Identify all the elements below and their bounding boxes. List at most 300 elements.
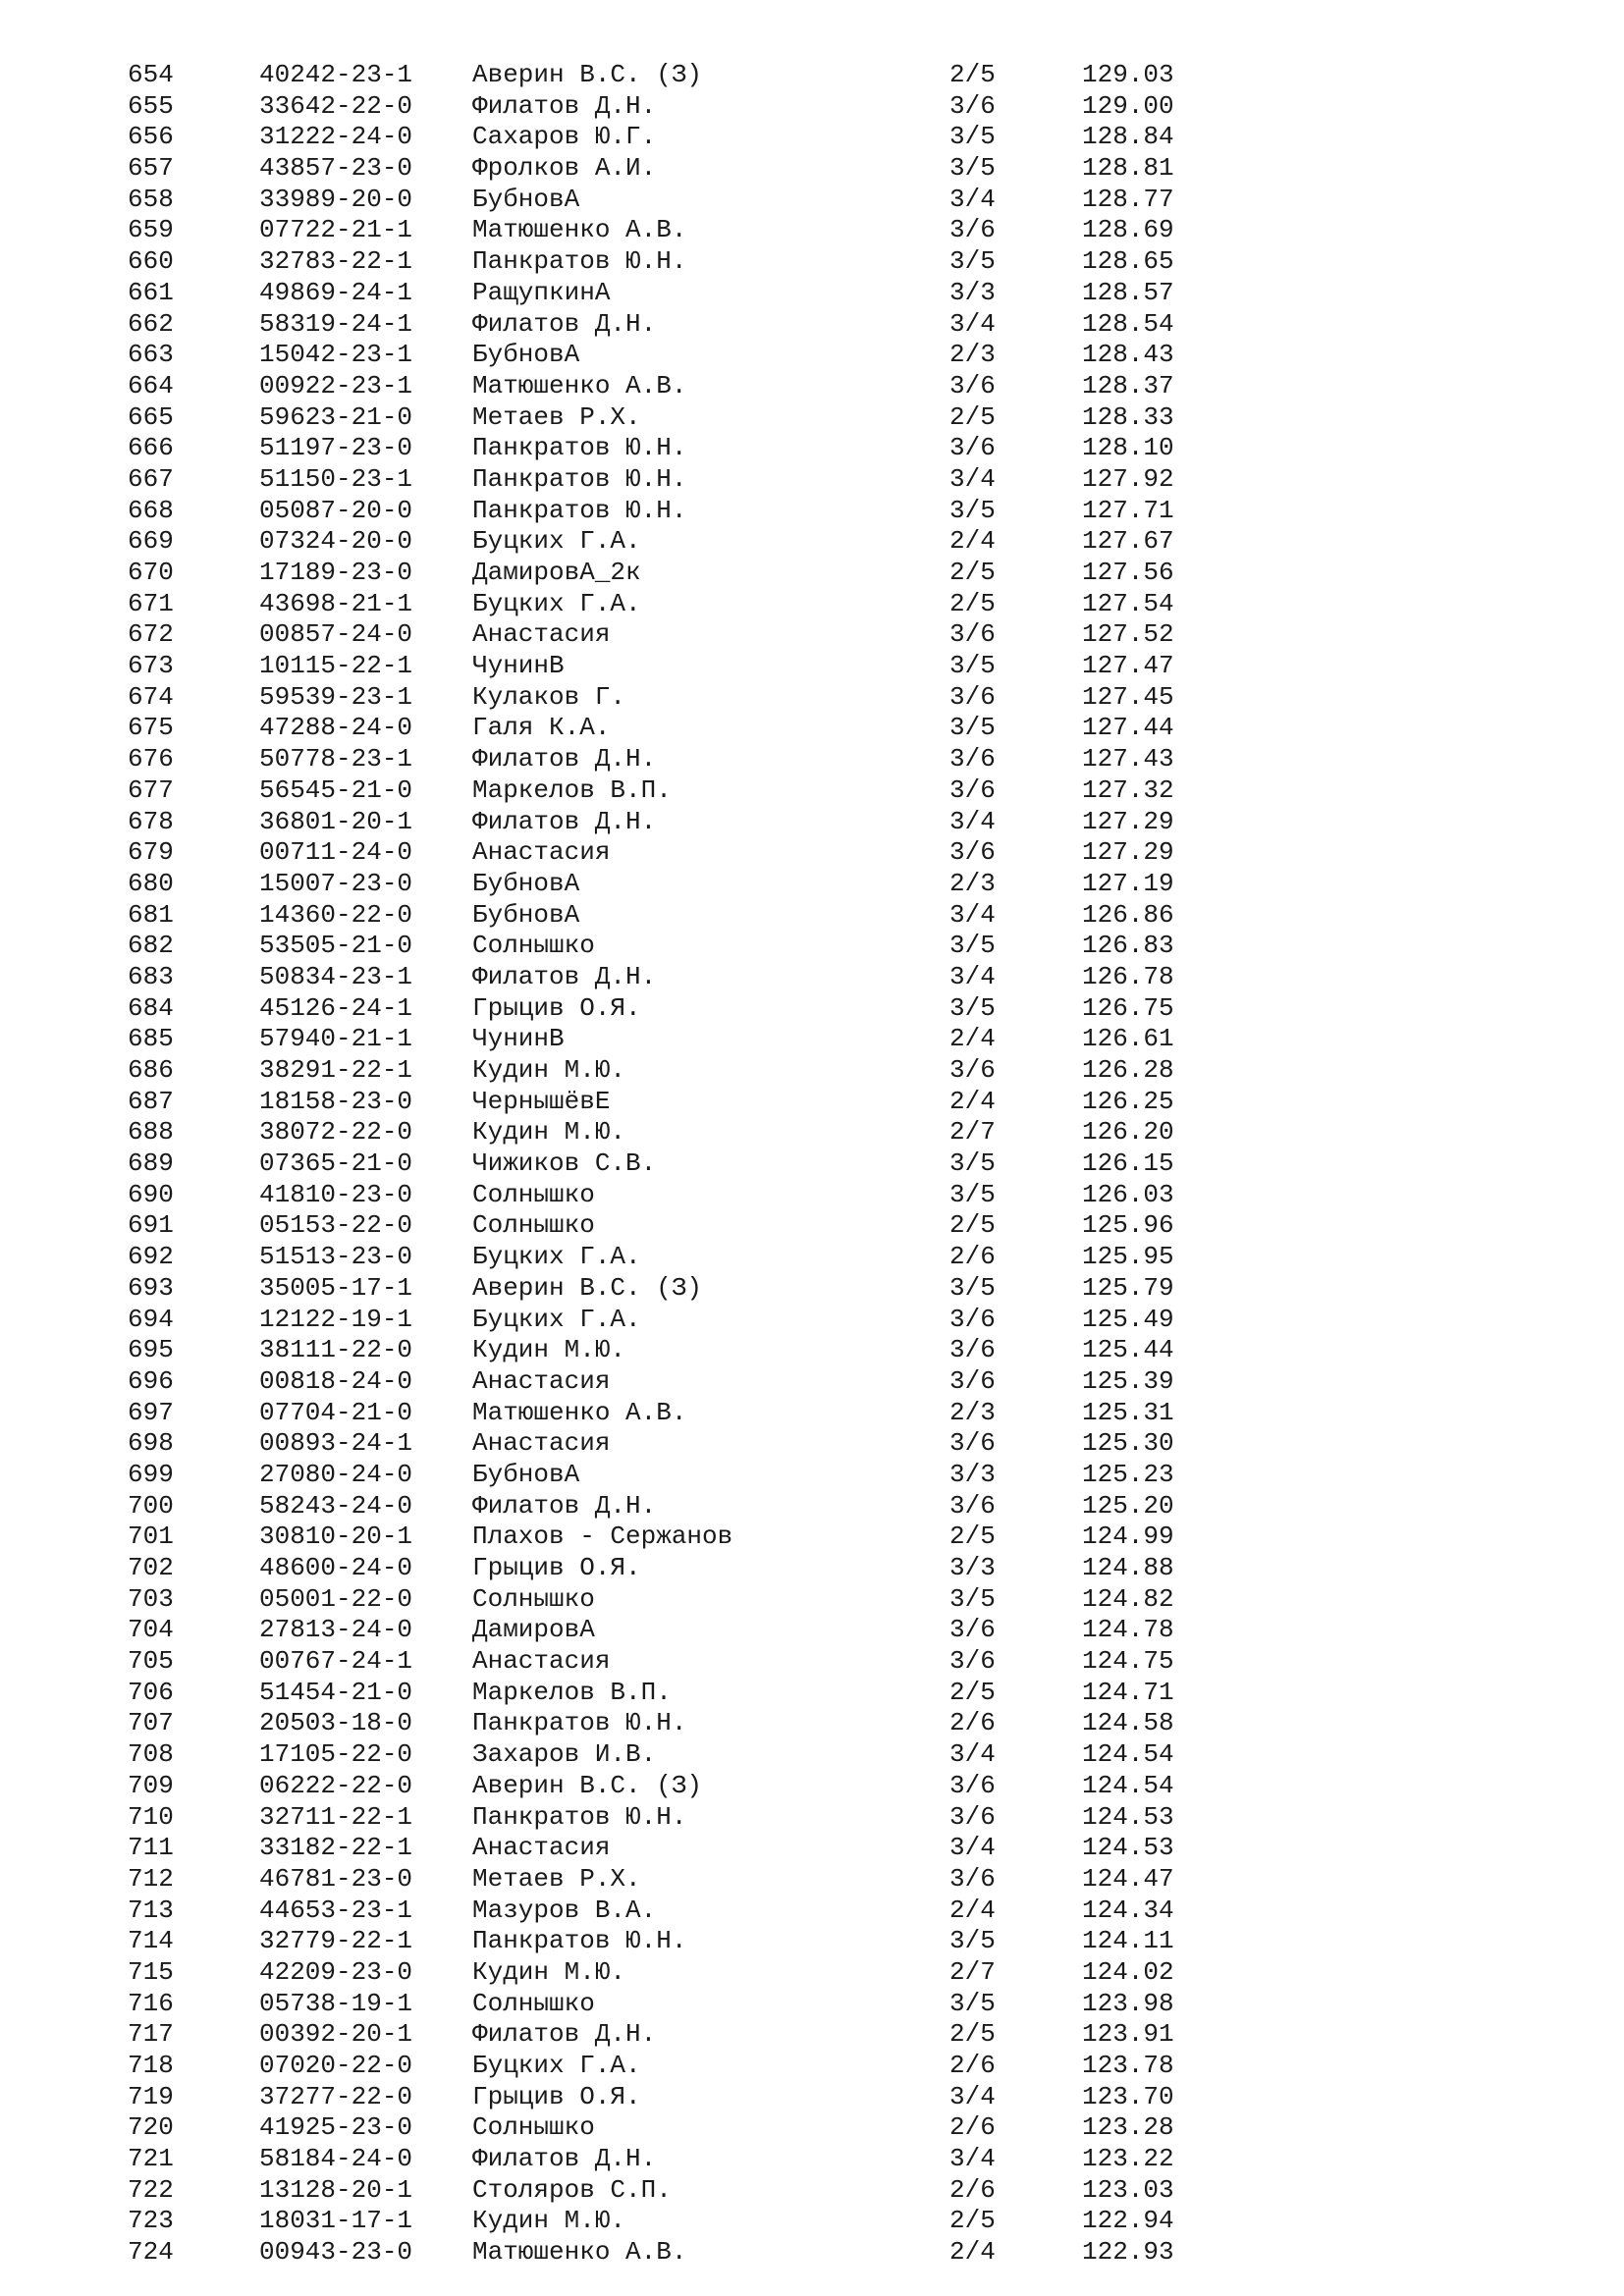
id-cell: 06222-22-0: [259, 1770, 413, 1800]
score-cell: 125.95: [1082, 1242, 1174, 1272]
table-row: [0, 1273, 1624, 1305]
id-cell: 17189-23-0: [259, 558, 413, 587]
score-cell: 128.43: [1082, 340, 1174, 370]
name-cell: БубновА: [472, 340, 580, 370]
table-row: [0, 837, 1624, 869]
name-cell: Анастасия: [472, 1833, 611, 1863]
table-row: [0, 1148, 1624, 1180]
table-row: [0, 496, 1624, 527]
table-row: [0, 744, 1624, 775]
ratio-cell: 3/3: [949, 1553, 996, 1582]
name-cell: Чижиков С.В.: [472, 1148, 657, 1179]
id-cell: 00893-24-1: [259, 1428, 413, 1459]
name-cell: Анастасия: [472, 1365, 611, 1396]
rank-cell: 681: [128, 899, 174, 930]
name-cell: Метаев Р.Х.: [472, 1863, 641, 1894]
rank-cell: 711: [128, 1833, 174, 1863]
rank-cell: 696: [128, 1365, 174, 1396]
rank-cell: 708: [128, 1739, 174, 1770]
rank-cell: 688: [128, 1117, 174, 1148]
ratio-cell: 2/3: [949, 1397, 996, 1427]
name-cell: Солнышко: [472, 931, 595, 961]
id-cell: 58243-24-0: [259, 1490, 413, 1521]
score-cell: 124.34: [1082, 1895, 1174, 1925]
ratio-cell: 3/6: [949, 774, 996, 805]
name-cell: Филатов Д.Н.: [472, 744, 657, 774]
rank-cell: 710: [128, 1801, 174, 1832]
score-cell: 126.25: [1082, 1086, 1174, 1116]
ratio-cell: 2/6: [949, 1242, 996, 1272]
ratio-cell: 3/6: [949, 215, 996, 245]
table-row: [0, 278, 1624, 309]
name-cell: ЧунинВ: [472, 651, 565, 681]
id-cell: 42209-23-0: [259, 1956, 413, 1987]
ratio-cell: 2/4: [949, 526, 996, 557]
ratio-cell: 3/6: [949, 90, 996, 121]
score-cell: 124.47: [1082, 1863, 1174, 1894]
name-cell: Галя К.А.: [472, 713, 611, 743]
name-cell: Аверин В.С. (З): [472, 1770, 703, 1800]
id-cell: 15007-23-0: [259, 868, 413, 898]
id-cell: 05153-22-0: [259, 1210, 413, 1241]
rank-cell: 721: [128, 2144, 174, 2174]
ratio-cell: 3/4: [949, 184, 996, 214]
rank-cell: 709: [128, 1770, 174, 1800]
id-cell: 41925-23-0: [259, 2112, 413, 2143]
ratio-cell: 3/5: [949, 1583, 996, 1614]
rank-cell: 717: [128, 2019, 174, 2050]
id-cell: 50778-23-1: [259, 744, 413, 774]
name-cell: Буцких Г.А.: [472, 1304, 641, 1334]
id-cell: 27813-24-0: [259, 1615, 413, 1645]
id-cell: 50834-23-1: [259, 961, 413, 991]
rank-cell: 695: [128, 1335, 174, 1365]
id-cell: 14360-22-0: [259, 899, 413, 930]
table-row: [0, 153, 1624, 185]
rank-cell: 705: [128, 1646, 174, 1677]
rank-cell: 664: [128, 370, 174, 400]
rank-cell: 660: [128, 246, 174, 277]
rank-cell: 703: [128, 1583, 174, 1614]
rank-cell: 673: [128, 651, 174, 681]
name-cell: Матюшенко А.В.: [472, 2237, 687, 2268]
rank-cell: 687: [128, 1086, 174, 1116]
score-cell: 125.96: [1082, 1210, 1174, 1241]
table-row: [0, 1117, 1624, 1148]
score-cell: 126.61: [1082, 1024, 1174, 1054]
ratio-cell: 3/5: [949, 246, 996, 277]
ratio-cell: 3/4: [949, 961, 996, 991]
table-row: [0, 1087, 1624, 1118]
rank-cell: 701: [128, 1522, 174, 1552]
rank-cell: 680: [128, 868, 174, 898]
score-cell: 123.98: [1082, 1988, 1174, 2018]
table-row: [0, 1242, 1624, 1273]
name-cell: Кудин М.Ю.: [472, 1956, 626, 1987]
table-row: [0, 589, 1624, 620]
name-cell: Анастасия: [472, 1646, 611, 1677]
ratio-cell: 3/6: [949, 1055, 996, 1085]
rank-cell: 702: [128, 1553, 174, 1582]
score-cell: 127.45: [1082, 681, 1174, 712]
score-cell: 124.78: [1082, 1615, 1174, 1645]
id-cell: 07324-20-0: [259, 526, 413, 557]
name-cell: Кудин М.Ю.: [472, 2206, 626, 2236]
rank-cell: 658: [128, 184, 174, 214]
score-cell: 124.54: [1082, 1739, 1174, 1770]
name-cell: Матюшенко А.В.: [472, 370, 687, 400]
id-cell: 00922-23-1: [259, 370, 413, 400]
name-cell: Филатов Д.Н.: [472, 2144, 657, 2174]
id-cell: 37277-22-0: [259, 2081, 413, 2111]
score-cell: 123.91: [1082, 2019, 1174, 2050]
ratio-cell: 2/3: [949, 340, 996, 370]
table-row: [0, 1180, 1624, 1211]
id-cell: 47288-24-0: [259, 713, 413, 743]
score-cell: 128.69: [1082, 215, 1174, 245]
id-cell: 56545-21-0: [259, 774, 413, 805]
rank-cell: 720: [128, 2112, 174, 2143]
name-cell: Грыцив О.Я.: [472, 1553, 641, 1582]
table-row: [0, 340, 1624, 371]
ratio-cell: 2/5: [949, 558, 996, 587]
name-cell: Филатов Д.Н.: [472, 961, 657, 991]
id-cell: 15042-23-1: [259, 340, 413, 370]
score-cell: 124.02: [1082, 1956, 1174, 1987]
name-cell: Буцких Г.А.: [472, 1242, 641, 1272]
rank-cell: 674: [128, 681, 174, 712]
score-cell: 127.32: [1082, 774, 1174, 805]
ratio-cell: 3/6: [949, 1490, 996, 1521]
name-cell: Кудин М.Ю.: [472, 1055, 626, 1085]
table-row: [0, 1678, 1624, 1709]
score-cell: 128.77: [1082, 184, 1174, 214]
ratio-cell: 2/3: [949, 868, 996, 898]
ratio-cell: 3/5: [949, 495, 996, 525]
score-cell: 124.99: [1082, 1522, 1174, 1552]
ratio-cell: 2/5: [949, 2019, 996, 2050]
ratio-cell: 3/5: [949, 153, 996, 184]
id-cell: 48600-24-0: [259, 1553, 413, 1582]
table-row: [0, 2175, 1624, 2207]
table-row: [0, 1739, 1624, 1771]
ratio-cell: 3/3: [949, 1459, 996, 1489]
name-cell: Панкратов Ю.Н.: [472, 1708, 687, 1738]
table-row: [0, 1428, 1624, 1460]
results-table: [0, 60, 1624, 2269]
table-row: [0, 1989, 1624, 2020]
rank-cell: 657: [128, 153, 174, 184]
name-cell: Филатов Д.Н.: [472, 806, 657, 836]
table-row: [0, 869, 1624, 900]
table-row: [0, 91, 1624, 123]
rank-cell: 704: [128, 1615, 174, 1645]
id-cell: 38072-22-0: [259, 1117, 413, 1148]
rank-cell: 675: [128, 713, 174, 743]
ratio-cell: 3/6: [949, 837, 996, 868]
ratio-cell: 2/7: [949, 1117, 996, 1148]
id-cell: 07020-22-0: [259, 2051, 413, 2080]
id-cell: 12122-19-1: [259, 1304, 413, 1334]
ratio-cell: 3/5: [949, 1179, 996, 1209]
rank-cell: 690: [128, 1179, 174, 1209]
id-cell: 31222-24-0: [259, 122, 413, 152]
rank-cell: 715: [128, 1956, 174, 1987]
name-cell: ДамировА_2к: [472, 558, 641, 587]
ratio-cell: 3/6: [949, 1428, 996, 1459]
table-row: [0, 775, 1624, 807]
id-cell: 51454-21-0: [259, 1677, 413, 1707]
score-cell: 123.22: [1082, 2144, 1174, 2174]
rank-cell: 678: [128, 806, 174, 836]
rank-cell: 682: [128, 931, 174, 961]
name-cell: Кудин М.Ю.: [472, 1335, 626, 1365]
score-cell: 123.28: [1082, 2112, 1174, 2143]
table-row: [0, 1305, 1624, 1336]
score-cell: 127.29: [1082, 837, 1174, 868]
rank-cell: 668: [128, 495, 174, 525]
rank-cell: 672: [128, 619, 174, 650]
id-cell: 13128-20-1: [259, 2174, 413, 2205]
score-cell: 127.71: [1082, 495, 1174, 525]
name-cell: Аверин В.С. (З): [472, 1272, 703, 1303]
table-row: [0, 1864, 1624, 1896]
score-cell: 124.11: [1082, 1926, 1174, 1956]
id-cell: 59623-21-0: [259, 401, 413, 432]
score-cell: 127.47: [1082, 651, 1174, 681]
id-cell: 07722-21-1: [259, 215, 413, 245]
table-row: [0, 2112, 1624, 2144]
table-row: [0, 1055, 1624, 1087]
name-cell: Солнышко: [472, 1179, 595, 1209]
id-cell: 41810-23-0: [259, 1179, 413, 1209]
ratio-cell: 2/5: [949, 1522, 996, 1552]
name-cell: Грыцив О.Я.: [472, 2081, 641, 2111]
ratio-cell: 2/4: [949, 1086, 996, 1116]
id-cell: 53505-21-0: [259, 931, 413, 961]
ratio-cell: 3/5: [949, 122, 996, 152]
table-row: [0, 2019, 1624, 2051]
name-cell: БубновА: [472, 184, 580, 214]
ratio-cell: 3/5: [949, 931, 996, 961]
name-cell: Анастасия: [472, 619, 611, 650]
name-cell: Матюшенко А.В.: [472, 1397, 687, 1427]
table-row: [0, 1957, 1624, 1989]
id-cell: 30810-20-1: [259, 1522, 413, 1552]
name-cell: Буцких Г.А.: [472, 2051, 641, 2080]
id-cell: 18158-23-0: [259, 1086, 413, 1116]
name-cell: Столяров С.П.: [472, 2174, 672, 2205]
score-cell: 126.83: [1082, 931, 1174, 961]
score-cell: 125.49: [1082, 1304, 1174, 1334]
ratio-cell: 2/7: [949, 1956, 996, 1987]
rank-cell: 669: [128, 526, 174, 557]
name-cell: БубновА: [472, 868, 580, 898]
rank-cell: 698: [128, 1428, 174, 1459]
score-cell: 124.88: [1082, 1553, 1174, 1582]
ratio-cell: 3/4: [949, 806, 996, 836]
ratio-cell: 3/4: [949, 1739, 996, 1770]
table-row: [0, 1926, 1624, 1957]
ratio-cell: 3/4: [949, 1833, 996, 1863]
score-cell: 122.94: [1082, 2206, 1174, 2236]
table-row: [0, 1896, 1624, 1927]
rank-cell: 655: [128, 90, 174, 121]
name-cell: Аверин В.С. (З): [472, 60, 703, 89]
score-cell: 127.52: [1082, 619, 1174, 650]
score-cell: 126.78: [1082, 961, 1174, 991]
ratio-cell: 3/5: [949, 1926, 996, 1956]
id-cell: 59539-23-1: [259, 681, 413, 712]
score-cell: 124.53: [1082, 1833, 1174, 1863]
id-cell: 33642-22-0: [259, 90, 413, 121]
id-cell: 07365-21-0: [259, 1148, 413, 1179]
name-cell: Захаров И.В.: [472, 1739, 657, 1770]
score-cell: 128.10: [1082, 433, 1174, 463]
score-cell: 126.75: [1082, 992, 1174, 1023]
name-cell: Филатов Д.Н.: [472, 1490, 657, 1521]
name-cell: ЧунинВ: [472, 1024, 565, 1054]
id-cell: 35005-17-1: [259, 1272, 413, 1303]
score-cell: 128.81: [1082, 153, 1174, 184]
rank-cell: 686: [128, 1055, 174, 1085]
id-cell: 38111-22-0: [259, 1335, 413, 1365]
id-cell: 10115-22-1: [259, 651, 413, 681]
id-cell: 46781-23-0: [259, 1863, 413, 1894]
rank-cell: 699: [128, 1459, 174, 1489]
ratio-cell: 2/5: [949, 401, 996, 432]
id-cell: 00818-24-0: [259, 1365, 413, 1396]
table-row: [0, 246, 1624, 278]
rank-cell: 693: [128, 1272, 174, 1303]
table-row: [0, 807, 1624, 838]
name-cell: Панкратов Ю.Н.: [472, 433, 687, 463]
rank-cell: 667: [128, 463, 174, 494]
ratio-cell: 2/4: [949, 1895, 996, 1925]
ratio-cell: 3/6: [949, 433, 996, 463]
table-row: [0, 2144, 1624, 2175]
id-cell: 05001-22-0: [259, 1583, 413, 1614]
name-cell: Панкратов Ю.Н.: [472, 1926, 687, 1956]
ratio-cell: 3/5: [949, 651, 996, 681]
table-row: [0, 1771, 1624, 1802]
table-row: [0, 1553, 1624, 1584]
name-cell: БубновА: [472, 1459, 580, 1489]
score-cell: 125.31: [1082, 1397, 1174, 1427]
rank-cell: 671: [128, 588, 174, 618]
ratio-cell: 3/5: [949, 1988, 996, 2018]
name-cell: ДамировА: [472, 1615, 595, 1645]
id-cell: 40242-23-1: [259, 60, 413, 89]
table-row: [0, 713, 1624, 744]
score-cell: 128.33: [1082, 401, 1174, 432]
id-cell: 00711-24-0: [259, 837, 413, 868]
rank-cell: 713: [128, 1895, 174, 1925]
name-cell: Солнышко: [472, 1583, 595, 1614]
rank-cell: 691: [128, 1210, 174, 1241]
score-cell: 124.53: [1082, 1801, 1174, 1832]
table-row: [0, 1398, 1624, 1429]
ratio-cell: 3/4: [949, 899, 996, 930]
rank-cell: 666: [128, 433, 174, 463]
ratio-cell: 2/5: [949, 2206, 996, 2236]
score-cell: 127.92: [1082, 463, 1174, 494]
score-cell: 124.75: [1082, 1646, 1174, 1677]
name-cell: Мазуров В.А.: [472, 1895, 657, 1925]
table-row: [0, 619, 1624, 651]
rank-cell: 697: [128, 1397, 174, 1427]
score-cell: 125.44: [1082, 1335, 1174, 1365]
score-cell: 126.20: [1082, 1117, 1174, 1148]
score-cell: 127.56: [1082, 558, 1174, 587]
id-cell: 33182-22-1: [259, 1833, 413, 1863]
name-cell: Матюшенко А.В.: [472, 215, 687, 245]
ratio-cell: 3/4: [949, 463, 996, 494]
id-cell: 58184-24-0: [259, 2144, 413, 2174]
rank-cell: 714: [128, 1926, 174, 1956]
name-cell: Анастасия: [472, 1428, 611, 1459]
id-cell: 58319-24-1: [259, 308, 413, 339]
rank-cell: 700: [128, 1490, 174, 1521]
ratio-cell: 2/6: [949, 2112, 996, 2143]
ratio-cell: 3/6: [949, 1304, 996, 1334]
rank-cell: 706: [128, 1677, 174, 1707]
rank-cell: 723: [128, 2206, 174, 2236]
id-cell: 45126-24-1: [259, 992, 413, 1023]
table-row: [0, 682, 1624, 714]
rank-cell: 719: [128, 2081, 174, 2111]
rank-cell: 683: [128, 961, 174, 991]
rank-cell: 676: [128, 744, 174, 774]
rank-cell: 662: [128, 308, 174, 339]
id-cell: 00943-23-0: [259, 2237, 413, 2268]
rank-cell: 689: [128, 1148, 174, 1179]
table-row: [0, 1366, 1624, 1398]
name-cell: Солнышко: [472, 1210, 595, 1241]
table-row: [0, 1335, 1624, 1366]
id-cell: 43698-21-1: [259, 588, 413, 618]
score-cell: 124.54: [1082, 1770, 1174, 1800]
table-row: [0, 931, 1624, 962]
name-cell: Панкратов Ю.Н.: [472, 1801, 687, 1832]
score-cell: 127.67: [1082, 526, 1174, 557]
rank-cell: 665: [128, 401, 174, 432]
table-row: [0, 371, 1624, 402]
ratio-cell: 3/4: [949, 2081, 996, 2111]
name-cell: РащупкинА: [472, 277, 611, 307]
table-row: [0, 185, 1624, 216]
score-cell: 128.84: [1082, 122, 1174, 152]
ratio-cell: 2/6: [949, 2051, 996, 2080]
name-cell: Панкратов Ю.Н.: [472, 246, 687, 277]
rank-cell: 684: [128, 992, 174, 1023]
table-row: [0, 1584, 1624, 1616]
rank-cell: 654: [128, 60, 174, 89]
name-cell: Фролков А.И.: [472, 153, 657, 184]
id-cell: 07704-21-0: [259, 1397, 413, 1427]
score-cell: 127.43: [1082, 744, 1174, 774]
name-cell: Солнышко: [472, 1988, 595, 2018]
table-row: [0, 402, 1624, 434]
name-cell: Анастасия: [472, 837, 611, 868]
id-cell: 51150-23-1: [259, 463, 413, 494]
table-row: [0, 1802, 1624, 1834]
id-cell: 38291-22-1: [259, 1055, 413, 1085]
score-cell: 124.58: [1082, 1708, 1174, 1738]
name-cell: Панкратов Ю.Н.: [472, 463, 687, 494]
score-cell: 123.78: [1082, 2051, 1174, 2080]
table-row: [0, 1460, 1624, 1491]
